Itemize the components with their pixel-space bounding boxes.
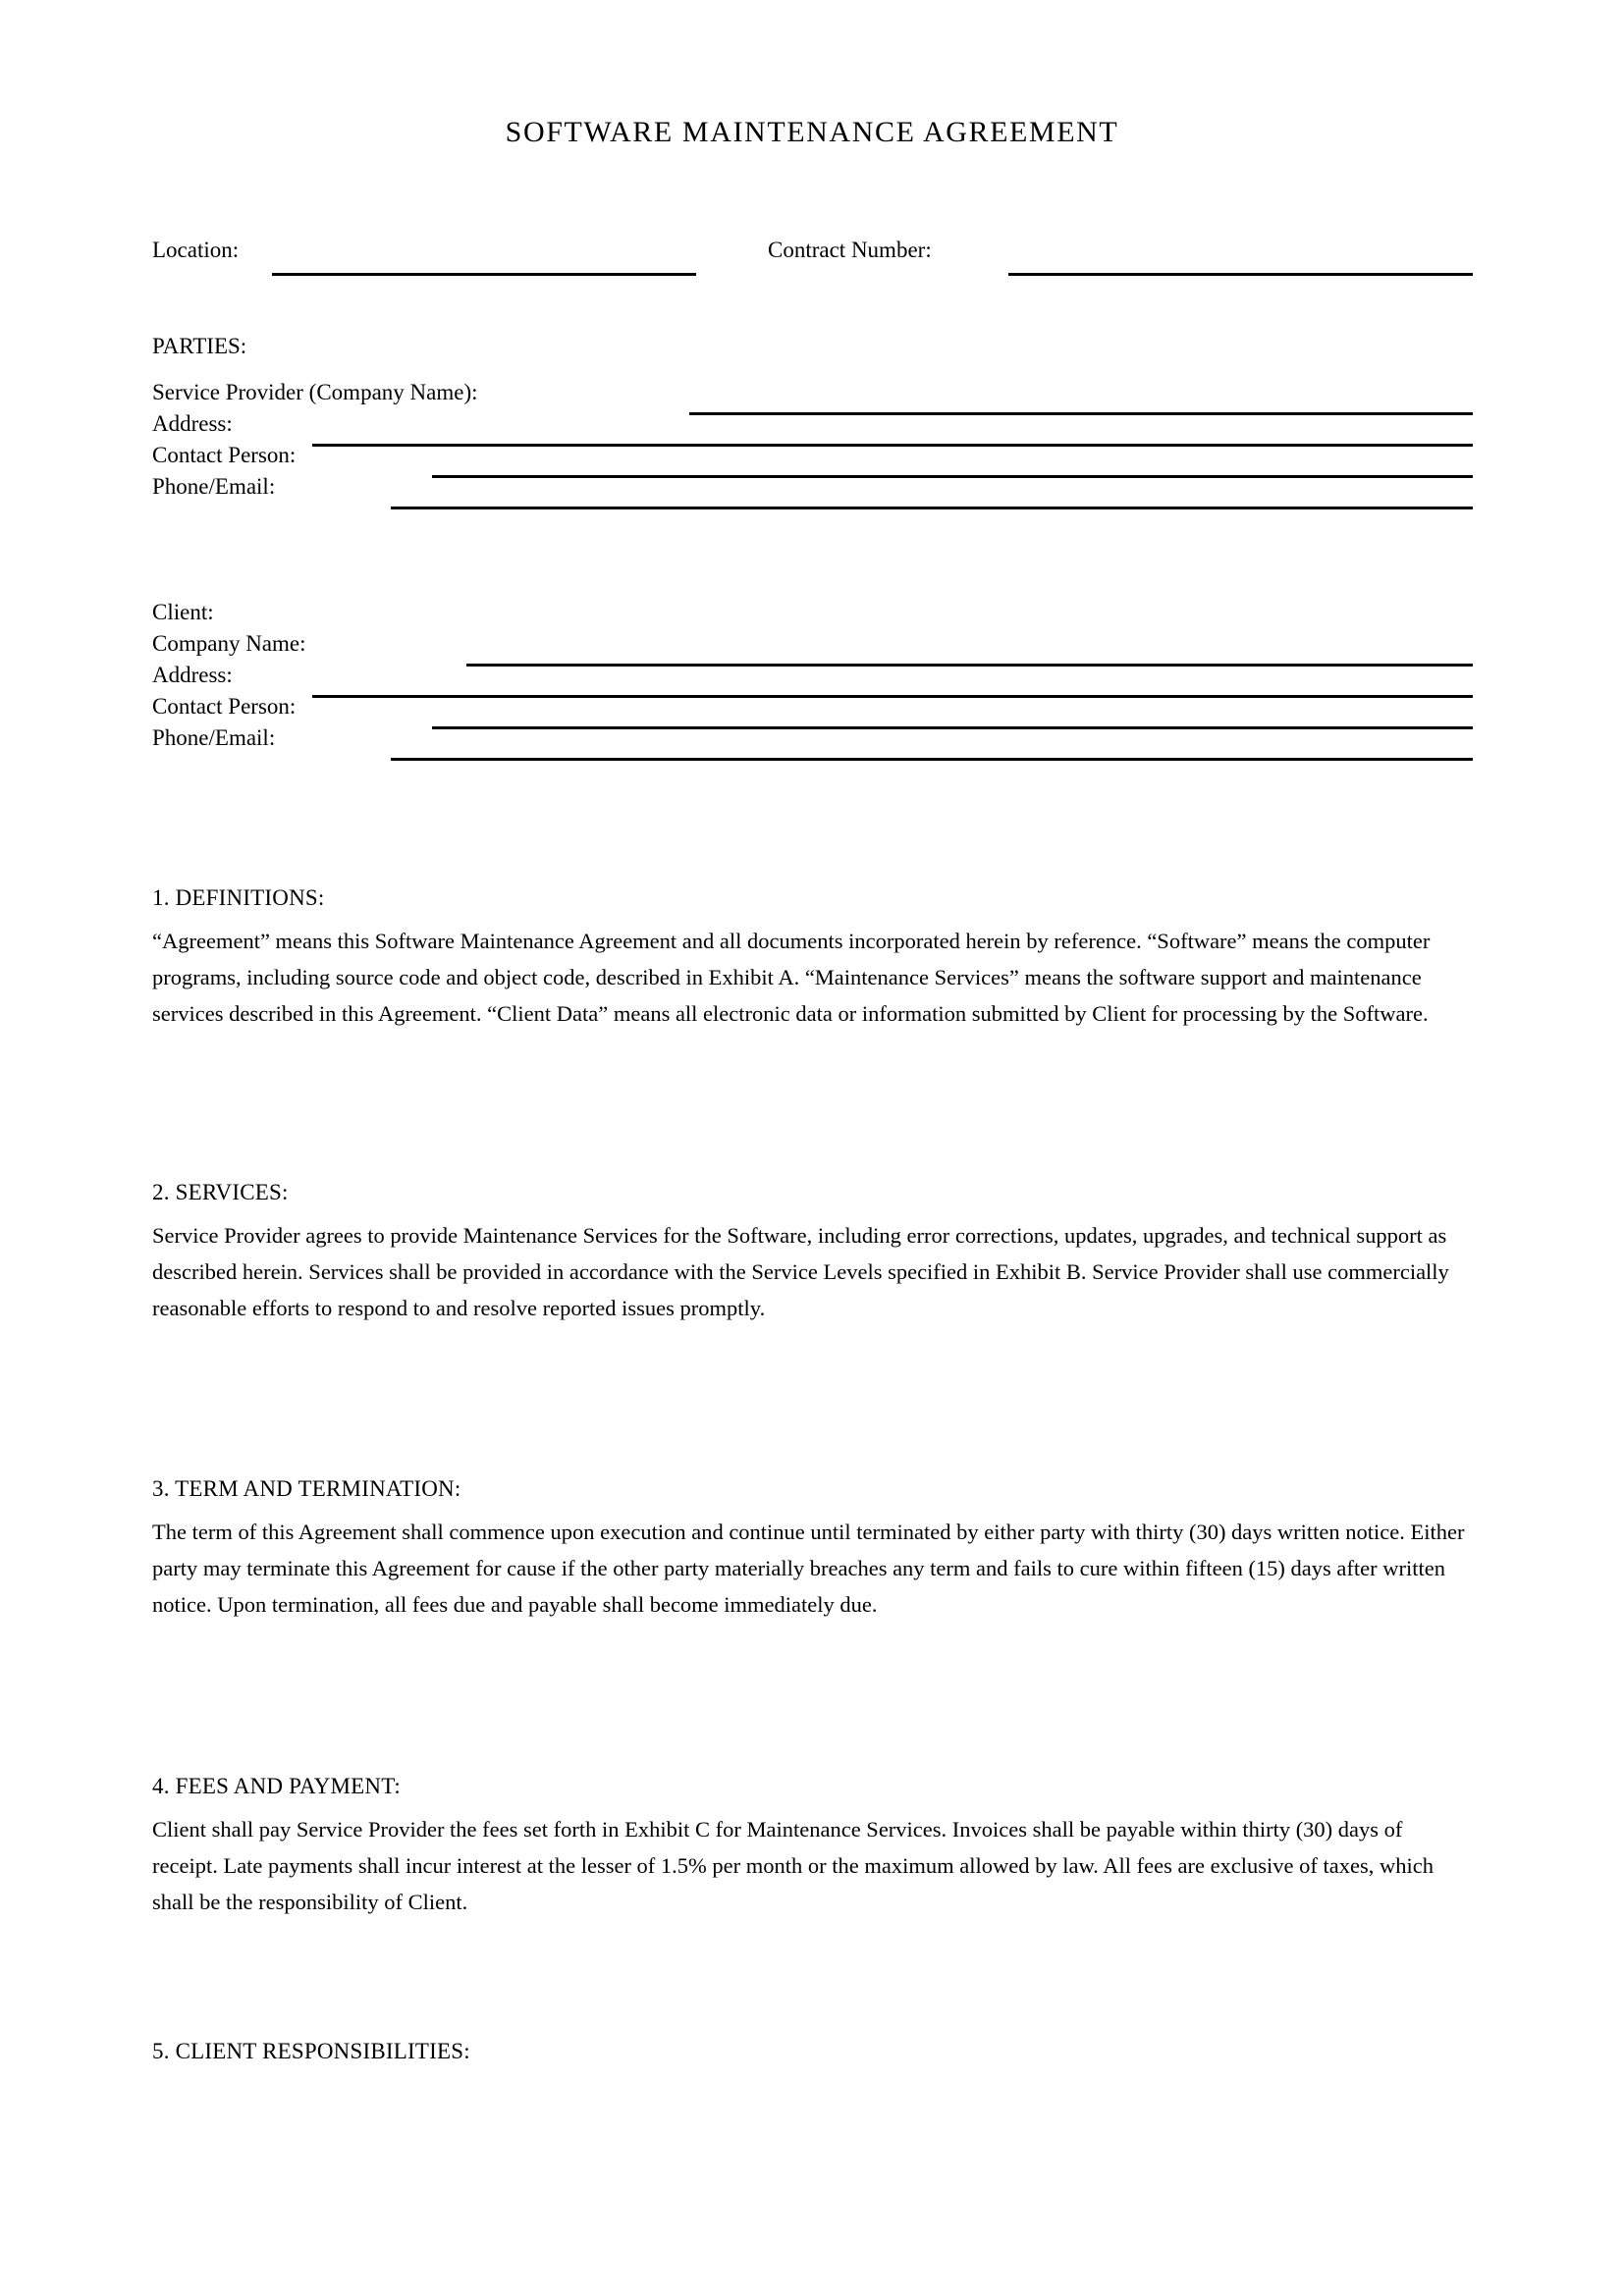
client-phone-email-input-line[interactable] <box>391 758 1473 761</box>
client-company-name-input-line[interactable] <box>466 664 1473 667</box>
section-heading-services: 2. SERVICES: <box>152 1180 289 1204</box>
client-contact-input-line[interactable] <box>432 726 1473 729</box>
service-provider-phone-email-label: Phone/Email: <box>152 474 276 499</box>
contract-number-input-line[interactable] <box>1008 273 1473 276</box>
contract-number-label: Contract Number: <box>768 238 932 262</box>
section-body-fees-and-payment: Client shall pay Service Provider the fees set forth in Exhibit C for Maintenance Services. Invoices shall be payable within thirty (30) days of receipt. Late payments shall incur interest at the lesser of 1.5% per month or the maximum allowed by law. All fees are exclusive of taxes, which shall be the responsibility of Client. <box>152 1817 1434 1914</box>
page-title: SOFTWARE MAINTENANCE AGREEMENT <box>505 116 1119 148</box>
location-label: Location: <box>152 238 240 262</box>
parties-heading: PARTIES: <box>152 334 247 358</box>
section-body-term-and-termination: The term of this Agreement shall commence upon execution and continue until terminated by either party with thirty (30) days written notice. Either party may terminate this Agreement for cause if the other party materially breaches any term and fails to cure within fifteen (15) days after written notice. Upon termination, all fees due and payable shall become immediately due. <box>152 1520 1465 1617</box>
service-provider-name-input-line[interactable] <box>689 412 1473 415</box>
location-input-line[interactable] <box>272 273 696 276</box>
service-provider-name-label: Service Provider (Company Name): <box>152 380 478 404</box>
section-heading-fees-and-payment: 4. FEES AND PAYMENT: <box>152 1774 401 1798</box>
service-provider-contact-label: Contact Person: <box>152 443 297 467</box>
client-phone-email-label: Phone/Email: <box>152 725 276 750</box>
client-address-input-line[interactable] <box>312 695 1473 698</box>
service-provider-address-label: Address: <box>152 411 233 436</box>
section-heading-term-and-termination: 3. TERM AND TERMINATION: <box>152 1476 461 1501</box>
section-heading-definitions: 1. DEFINITIONS: <box>152 885 325 910</box>
service-provider-address-input-line[interactable] <box>312 444 1473 447</box>
service-provider-phone-email-input-line[interactable] <box>391 507 1473 509</box>
client-contact-label: Contact Person: <box>152 694 297 719</box>
section-body-services: Service Provider agrees to provide Maintenance Services for the Software, including error corrections, updates, upgrades, and technical support as described herein. Services shall be provided in accordance with the Service Levels specified in Exhibit B. Service Provider shall use commercially reasonable efforts to respond to and resolve reported issues promptly. <box>152 1223 1449 1320</box>
service-provider-contact-input-line[interactable] <box>432 475 1473 478</box>
client-heading: Client: <box>152 600 214 624</box>
client-company-name-label: Company Name: <box>152 631 306 656</box>
section-body-definitions: “Agreement” means this Software Maintenance Agreement and all documents incorporated herein by reference. “Software” means the computer programs, including source code and object code, described in Exhibit A. “Maintenance Services” means the software support and maintenance services described in this Agreement. “Client Data” means all electronic data or information submitted by Client for processing by the Software. <box>152 929 1431 1026</box>
client-address-label: Address: <box>152 663 233 687</box>
section-heading-client-responsibilities: 5. CLIENT RESPONSIBILITIES: <box>152 2039 470 2063</box>
